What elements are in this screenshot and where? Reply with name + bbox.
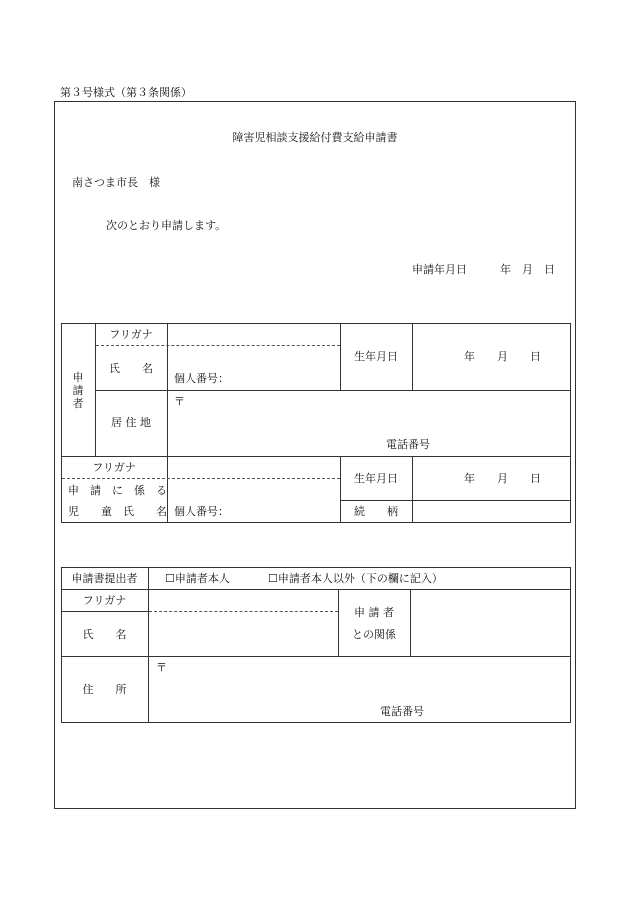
applicant-personal-number-label: 個人番号：	[174, 372, 229, 385]
submitter-furigana-label: フリガナ	[82, 594, 127, 607]
child-personal-number-label: 個人番号：	[174, 505, 229, 518]
child-label-line1: 申 請 に 係 る	[68, 484, 167, 497]
submitter-relation-line2: との関係	[352, 628, 396, 641]
submitter-name-label: 氏 名	[82, 628, 127, 641]
form-number: 第３号様式（第３条関係）	[60, 86, 192, 99]
submitter-option-self[interactable]: ☐申請者本人	[165, 572, 230, 585]
submitter-relation-line1: 申 請 者	[354, 606, 394, 619]
form-title: 障害児相談支援給付費支給申請書	[232, 131, 398, 144]
applicant-phone-label: 電話番号	[386, 438, 430, 451]
submitter-address-label: 住 所	[82, 683, 127, 696]
submitter-option-other[interactable]: ☐申請者本人以外（下の欄に記入）	[268, 572, 443, 585]
applicant-section-label: 申 請 者	[72, 371, 84, 410]
submitter-label: 申請書提出者	[71, 572, 138, 585]
addressee: 南さつま市長 様	[72, 176, 160, 189]
form-frame	[54, 101, 576, 809]
child-furigana-label: フリガナ	[92, 461, 136, 474]
applicant-name-label: 氏 名	[109, 362, 153, 375]
applicant-dob-label: 生年月日	[354, 350, 398, 363]
child-label-line2: 児 童 氏 名	[68, 505, 167, 518]
applicant-dob-value: 年 月 日	[464, 350, 541, 363]
applicant-address-label: 居 住 地	[111, 416, 151, 429]
submitter-phone-label: 電話番号	[380, 705, 424, 718]
applicant-postal-mark: 〒	[174, 395, 185, 408]
child-dob-label: 生年月日	[354, 472, 398, 485]
child-relation-label: 続 柄	[354, 505, 398, 518]
child-dob-value: 年 月 日	[464, 472, 541, 485]
application-date: 申請年月日 年 月 日	[412, 263, 555, 276]
applicant-furigana-label: フリガナ	[109, 328, 153, 341]
submitter-postal-mark: 〒	[156, 661, 167, 674]
intro-text: 次のとおり申請します。	[106, 219, 227, 232]
